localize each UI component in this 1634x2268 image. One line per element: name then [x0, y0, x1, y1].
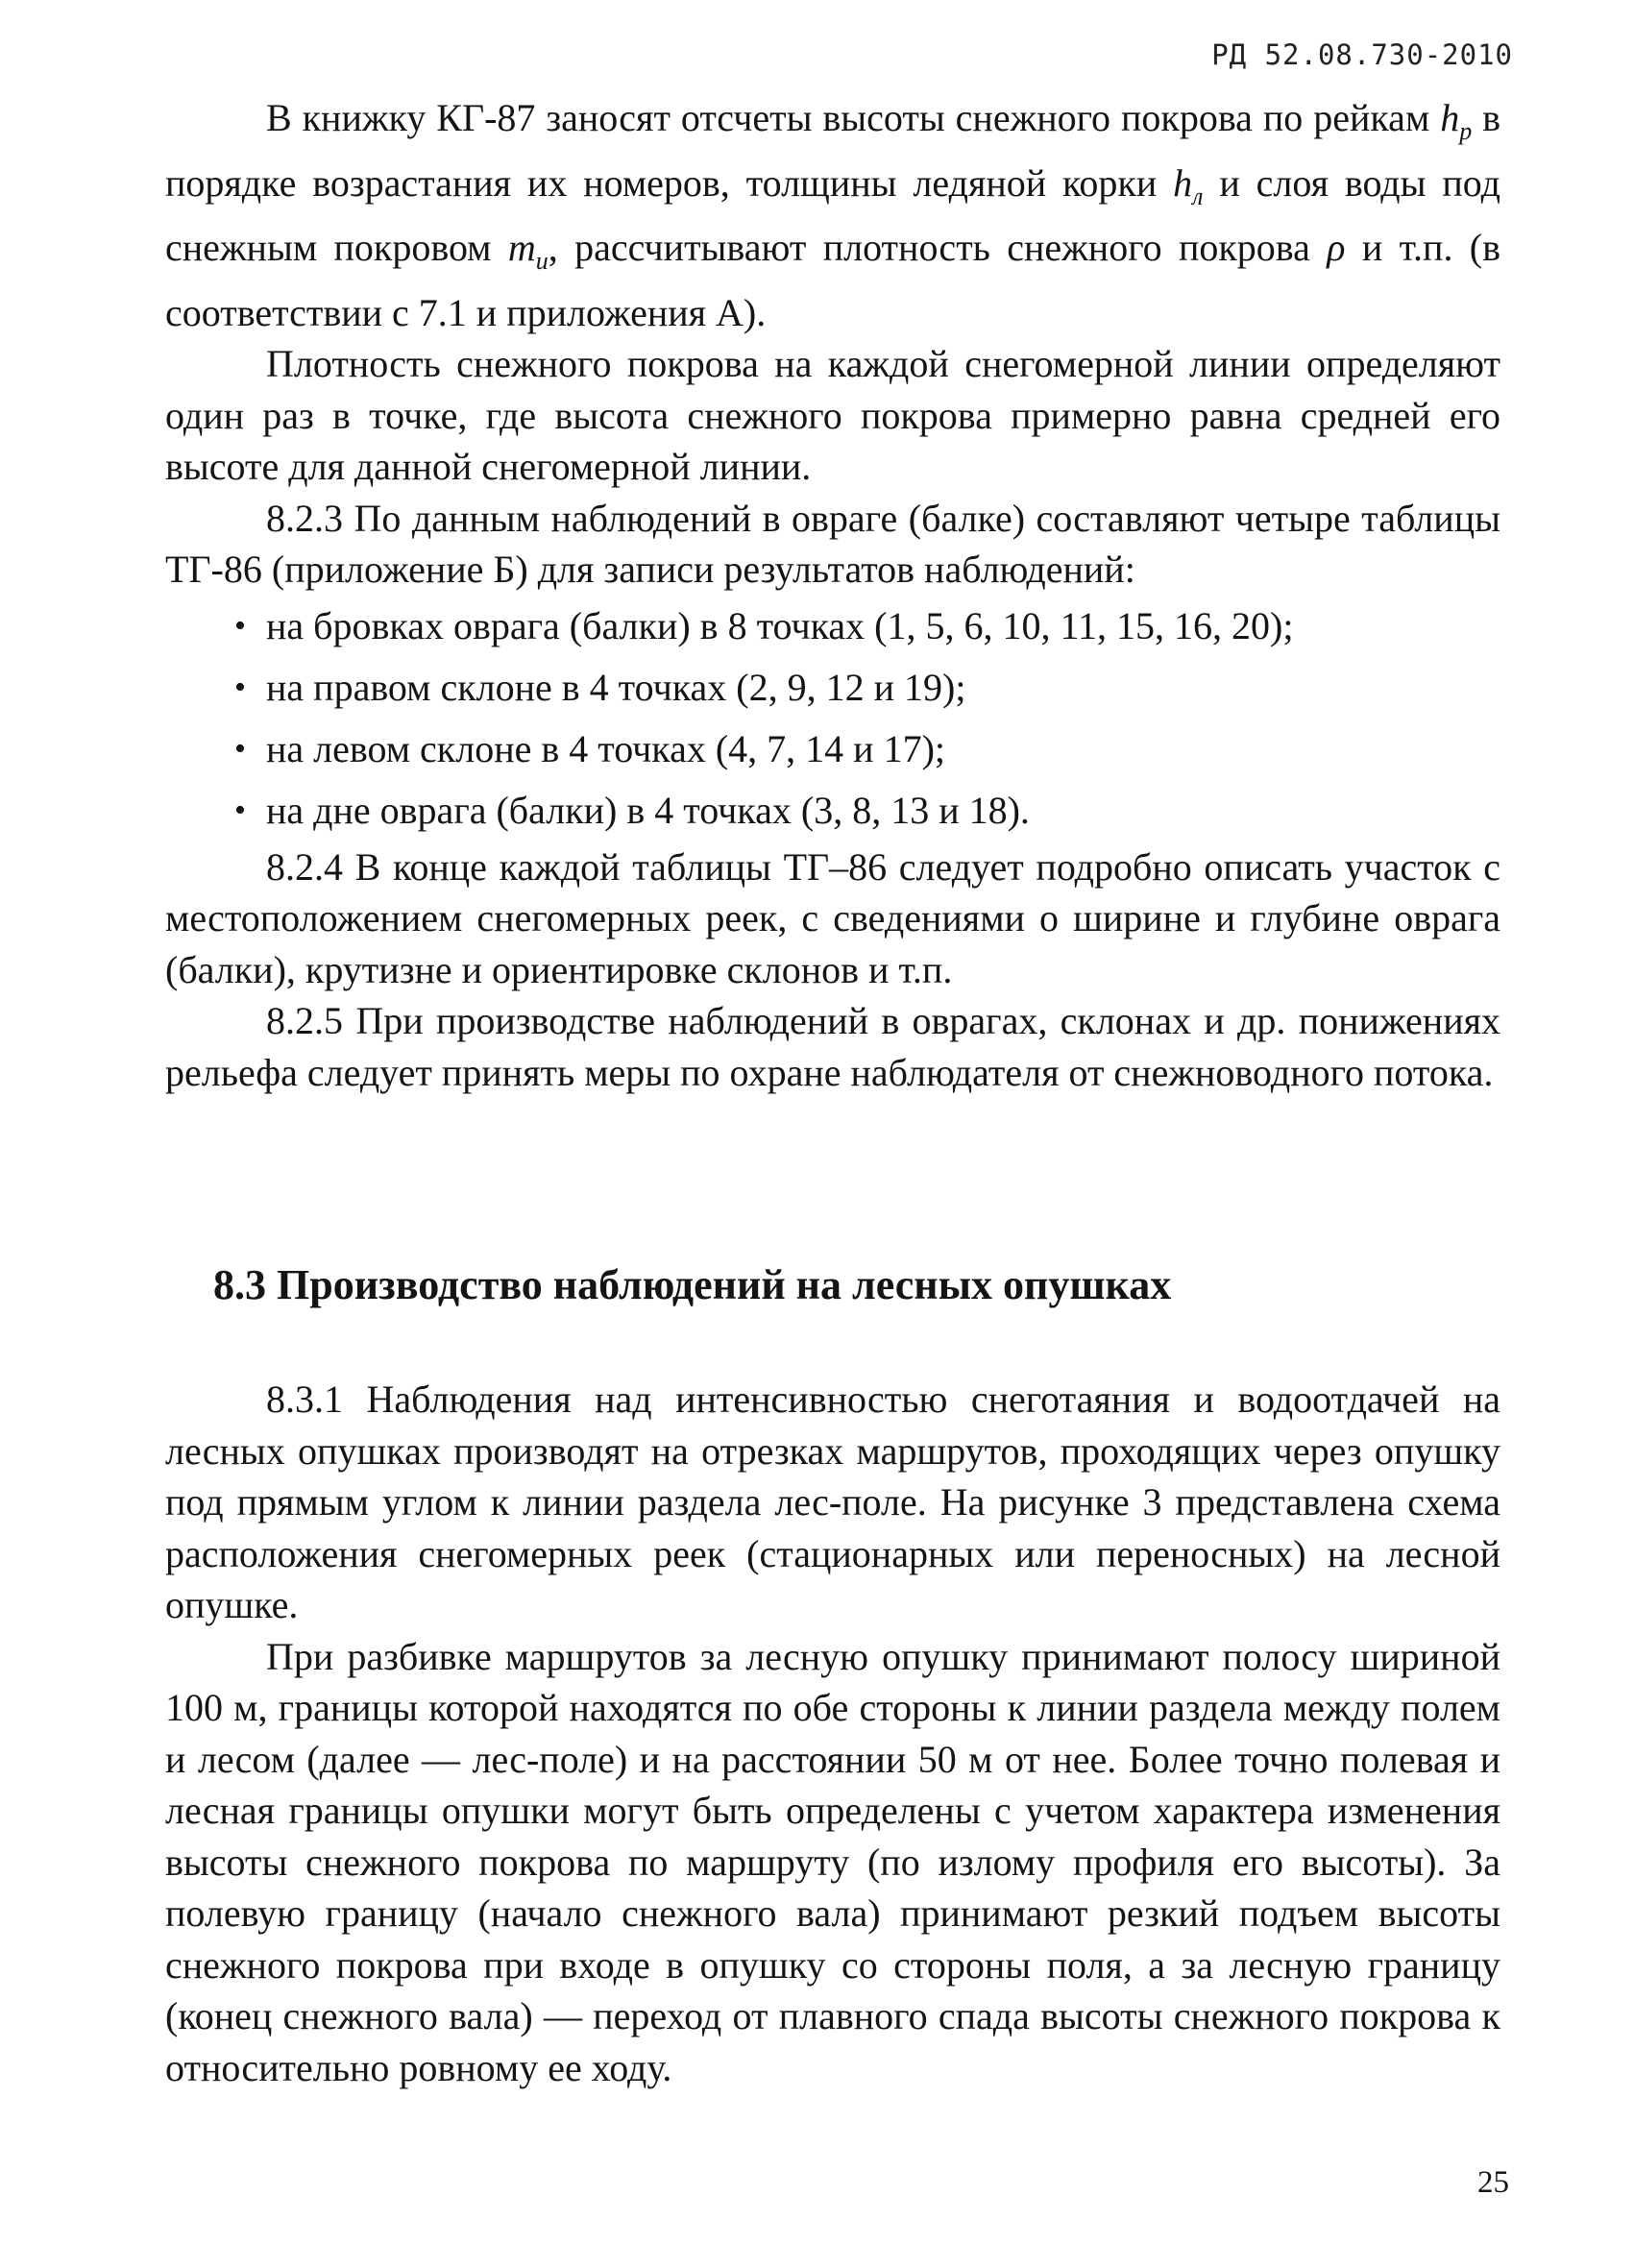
list-item: • на правом склоне в 4 точках (2, 9, 12 и 19);	[165, 657, 1500, 719]
text-block-top	[165, 92, 1500, 1098]
variable-mu: $m_и$	[507, 226, 549, 275]
list-item: • на левом склоне в 4 точках (4, 7, 14 и 17);	[165, 719, 1500, 780]
paragraph-density: Плотность снежного покрова на каждой снегомерной линии определяют один раз в точке, где высота снежного покрова примерно равна средней его высоте для данной снегомерной линии.	[165, 342, 1500, 488]
text-fragment: и т.п. (в соответствии с 7.1 и приложения А).	[165, 226, 1500, 334]
document-code: РД 52.08.730-2010	[1211, 38, 1513, 71]
paragraph-8-2-5: 8.2.5 При производстве наблюдений в оврагах, склонах и др. понижениях рельефа следует принять меры по охране наблюдателя от снежноводного потока.	[165, 999, 1500, 1094]
paragraph-8-2-4: 8.2.4 В конце каждой таблицы ТГ–86 следует подробно описать участок с местоположением снегомерных реек, с сведениями о ширине и глубине оврага (балки), крутизне и ориентировке склонов и т.п.	[165, 844, 1500, 991]
paragraph-kg87-book	[165, 92, 1500, 338]
variable-rho: ρ	[1327, 226, 1346, 269]
text-fragment: , рассчитывают плотность снежного покрова	[548, 226, 1328, 269]
section-heading: 8.3 Производство наблюдений на лесных опушках	[213, 1261, 1172, 1308]
paragraph-8-3-1: 8.3.1 Наблюдения над интенсивностью снеготаяния и водоотдачей на лесных опушках производят на отрезках маршрутов, проходящих через опушку под прямым углом к линии раздела лес-поле. На рисунке 3 представлена схема расположения снегомерных реек (стационарных или переносных) на лесной опушке.	[165, 1378, 1500, 1626]
observation-points-list	[165, 596, 1500, 841]
text-fragment: В книжку КГ-87 заносят отсчеты высоты снежного покрова по рейкам	[266, 96, 1441, 139]
variable-hp: $h_р$	[1440, 96, 1473, 145]
list-item: • на дне оврага (балки) в 4 точках (3, 8, 13 и 18).	[165, 780, 1500, 841]
list-item: • на бровках оврага (балки) в 8 точках (1, 5, 6, 10, 11, 15, 16, 20);	[165, 596, 1500, 657]
page-number: 25	[1477, 2165, 1509, 2200]
text-fragment: и слоя воды под снежным покровом	[165, 160, 1500, 269]
text-fragment: в порядке возрастания их номеров, толщины ледяной корки	[165, 96, 1501, 205]
paragraph-route-layout: При разбивке маршрутов за лесную опушку принимают полосу шириной 100 м, границы которой находятся по обе стороны к линии раздела между полем и лесом (далее — лес-поле) и на расстоянии 50 м от нее. Более точно полевая и лесная границы опушки могут быть определены с учетом характера изменения высоты снежного покрова по маршруту (по излому профиля его высоты). За полевую границу (начало снежного вала) принимают резкий подъем высоты снежного покрова при входе в опушку со стороны поля, а за лесную границу (конец снежного вала) — переход от плавного спада высоты снежного покрова к относительно ровному ее ходу.	[165, 1634, 1500, 2089]
text-block-section-8-3	[165, 1374, 1500, 2093]
variable-hl: $h_л$	[1173, 160, 1204, 210]
paragraph-8-2-3: 8.2.3 По данным наблюдений в овраге (балке) составляют четыре таблицы ТГ-86 (приложение Б) для записи результатов наблюдений:	[165, 496, 1500, 591]
